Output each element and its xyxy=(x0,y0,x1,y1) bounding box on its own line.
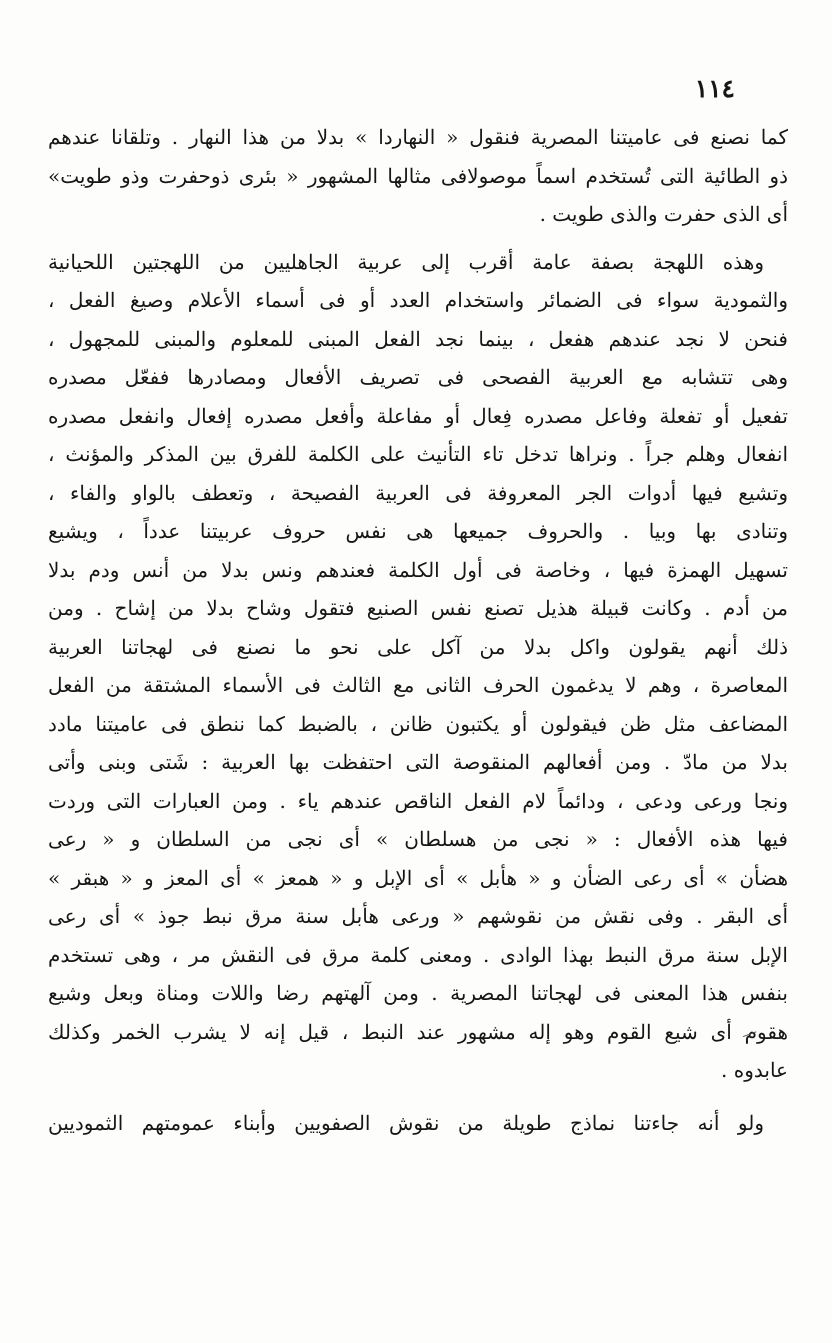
page-number: ١١٤ xyxy=(694,74,735,103)
text-line: ونجا ورعى ودعى ، ودائماً لام الفعل الناقص عندهم ياء . ومن العبارات التى وردت xyxy=(48,788,788,813)
text-line: ذو الطائية التى تُستخدم اسماً موصولافى مثالها المشهور « بئرى ذوحفرت وذو طويت» xyxy=(48,163,788,188)
paragraph-3 xyxy=(48,1104,788,1143)
text-line: بدلا من مادّ . ومن أفعالهم المنقوصة التى احتفظت بها العربية : شَتى وبنى وأتى xyxy=(48,750,788,774)
paragraph-1 xyxy=(48,118,788,234)
body-text xyxy=(48,118,788,1142)
text-line: ولو أنه جاءتنا نماذج طويلة من نقوش الصفويين وأبناء عمومتهم الثموديين xyxy=(48,1110,764,1135)
text-line: فنحن لا نجد عندهم هفعل ، بينما نجد الفعل المبنى للمعلوم والمبنى للمجهول ، xyxy=(48,326,788,351)
paragraph-spacer xyxy=(48,234,788,243)
text-line: هضأن » أى رعى الضأن و « هأبل » أى الإبل و « همعز » أى المعز و « هبقر » xyxy=(48,865,788,890)
text-line: انفعال وهلم جراً . ونراها تدخل تاء التأنيث على الكلمة للفرق بين المذكر والمؤنث ، xyxy=(48,442,788,466)
text-line: الإبل سنة مرق النبط بهذا الوادى . ومعنى كلمة مرق فى النقش مر ، وهى تستخدم xyxy=(48,942,788,967)
text-line: أى البقر . وفى نقش من نقوشهم « ورعى هأبل سنة مرق نبط جوذ » أى رعى xyxy=(48,904,788,928)
text-line: فيها هذه الأفعال : « نجى من هسلطان » أى نجى من السلطان و « رعى xyxy=(48,827,788,851)
text-line: هقوم أى شيع القوم وهو إله مشهور عند النبط ، قيل إنه لا يشرب الخمر وكذلك xyxy=(48,1019,788,1044)
text-line: من أدم . وكانت قبيلة هذيل تصنع نفس الصنيع فتقول وشاح بدلا من إشاح . ومن xyxy=(48,596,788,620)
text-line: كما نصنع فى عاميتنا المصرية فنقول « النهاردا » بدلا من هذا النهار . وتلقانا عندهم xyxy=(48,125,788,149)
text-line: تفعيل أو تفعلة وفاعل مصدره فِعال أو مفاعلة وأفعل مصدره إفعال وانفعل مصدره xyxy=(48,403,788,428)
text-line: المضاعف مثل ظن فيقولون أو يكتبون ظانن ، بالضبط كما ننطق فى عاميتنا مادد xyxy=(48,711,788,736)
paragraph-2 xyxy=(48,243,788,1090)
text-line: ذلك أنهم يقولون واكل بدلا من آكل على نحو ما نصنع فى لهجاتنا العربية xyxy=(48,634,788,659)
paragraph-spacer xyxy=(48,1090,788,1104)
text-line: وتشيع فيها أدوات الجر المعروفة فى العربية الفصيحة ، وتعطف بالواو والفاء ، xyxy=(48,480,788,505)
text-line: أى الذى حفرت والذى طويت . xyxy=(539,202,788,226)
text-line: وتنادى بها وبيا . والحروف جميعها هى نفس حروف عربيتنا عدداً ، ويشيع xyxy=(48,519,788,543)
text-line: بنفس هذا المعنى فى لهجاتنا المصرية . ومن آلهتهم رضا واللات ومناة وبعل وشيع xyxy=(48,981,788,1005)
text-line: المعاصرة ، وهم لا يدغمون الحرف الثانى مع الثالث فى الأسماء المشتقة من الفعل xyxy=(48,673,788,697)
text-line: تسهيل الهمزة فيها ، وخاصة فى أول الكلمة فعندهم ونس بدلا من أنس ودم بدلا xyxy=(48,557,788,582)
text-line: وهذه اللهجة بصفة عامة أقرب إلى عربية الجاهليين من اللهجتين اللحيانية xyxy=(48,249,764,274)
text-line: عابدوه . xyxy=(721,1058,788,1082)
text-line: وهى تتشابه مع العربية الفصحى فى تصريف الأفعال ومصادرها ففعّل مصدره xyxy=(48,365,788,389)
text-line: والثمودية سواء فى الضمائر واستخدام العدد أو فى أسماء الأعلام وصيغ الفعل ، xyxy=(48,288,788,312)
